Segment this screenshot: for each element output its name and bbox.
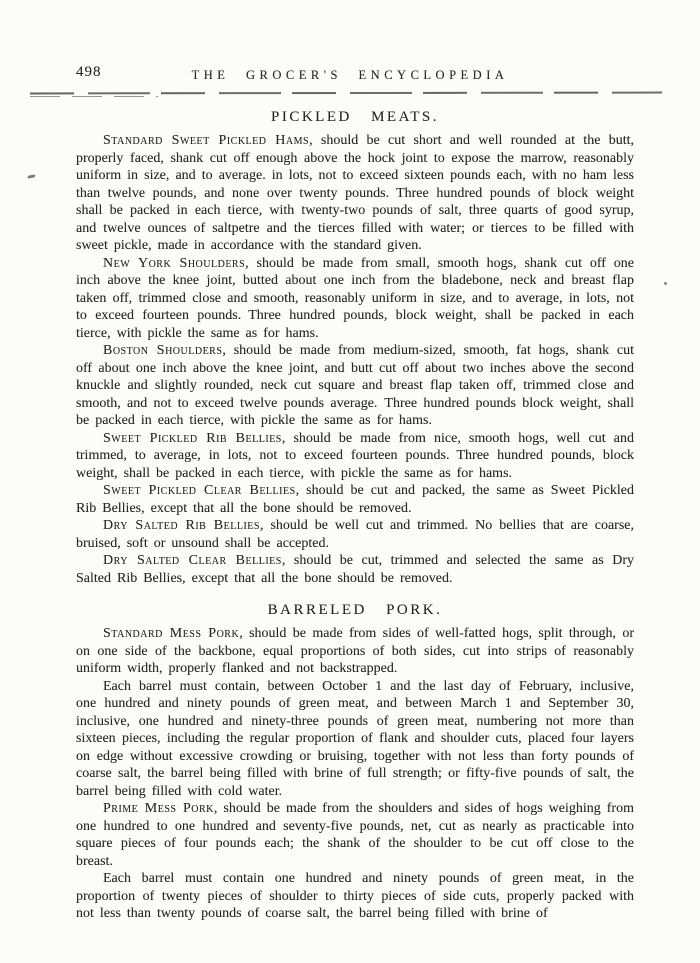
term-prime-mess-pork: Prime Mess Pork [103,801,214,816]
paragraph-each-barrel-green-meat [76,870,634,923]
running-title: THE GROCER'S ENCYCLOPEDIA [191,68,509,82]
paragraph-sweet-pickled-clear-bellies [76,482,634,517]
term-standard-mess-pork: Standard Mess Pork [103,626,240,641]
term-boston-shoulders: Boston Shoulders [103,343,223,358]
header-rule-fragment [30,96,158,97]
term-sweet-pickled-clear-bellies: Sweet Pickled Clear Bellies [103,483,296,498]
paragraph-text: Each barrel must contain one hundred and ninety pounds of green meat, in the proportion of twenty pieces of shoulder to thirty pieces of side cuts, properly packed with not less than twenty pounds of coarse salt, the barrel being filled with brine of [76,871,634,921]
paragraph-text: , should be made from sides of well-fatted hogs, split through, or on one side of the backbone, equal proportions of both sides, cut into strips of reasonably uniform width, properly flanked and not backstrapped. [76,626,634,676]
page-number: 498 [76,64,102,80]
paragraph-text: , should be made from small, smooth hogs, shank cut off one inch above the knee joint, butted about one inch from the bladebone, neck and breast flap taken off, trimmed close and smooth, reasonably uniform in size, and to average, in lots, not to exceed fourteen pounds. Three hundred pounds, block weight, shall be packed in each tierce, with pickle the same as for hams. [76,255,634,341]
paragraph-new-york-shoulders [76,255,634,343]
paragraph-text: , should be cut and packed, the same as Sweet Pickled Rib Bellies, except that all the bone should be removed. [76,483,634,516]
header-rule [30,92,662,95]
paragraph-standard-mess-pork [76,625,634,678]
paragraph-prime-mess-pork [76,800,634,870]
scan-artifact-dash [27,175,35,178]
scan-artifact-dot [664,282,667,285]
paragraph-each-barrel-winter [76,678,634,801]
paragraph-text: , should be made from medium-sized, smooth, fat hogs, shank cut off about one inch above the knee joint, and butt cut off about two inches above the second knuckle and slightly rounded, neck cut square and breast flap taken off, trimmed close and smooth, and not to exceed twelve pounds average. Three hundred pounds block weight, shall be packed in each tierce, with pickle the same as for hams. [76,343,634,428]
paragraph-sweet-pickled-rib-bellies [76,430,634,483]
page-body [76,109,634,923]
section-heading-barreled-pork: BARRELED PORK. [267,602,443,618]
paragraph-text: , should be cut, trimmed and selected the same as Dry Salted Rib Bellies, except that all the bone should be removed. [76,553,634,586]
paragraph-text: , should be well cut and trimmed. No bellies that are coarse, bruised, soft or unsound shall be accepted. [76,518,634,551]
section-heading-pickled-meats: PICKLED MEATS. [270,109,439,125]
paragraph-boston-shoulders [76,342,634,430]
paragraph-text: , should be made from nice, smooth hogs, well cut and trimmed, to average, in lots, not to exceed fourteen pounds. Three hundred pounds, block weight, shall be packed in each tierce, with pickle the same as for hams. [76,430,634,481]
term-dry-salted-clear-bellies: Dry Salted Clear Bellies [103,553,282,568]
paragraph-text: , should be cut short and well rounded at the butt, properly faced, shank cut off enough above the hock joint to expose the marrow, reasonably uniform in size, and to average. in lots, not to exceed sixteen pounds each, with no ham less than twelve pounds, and none over twenty pounds. Three hundred pounds of block weight shall be packed in each tierce, with twenty-two pounds of salt, three quarts of good syrup, and twelve ounces of saltpetre and the tierces filled with water; or tierces to be filled with sweet pickle, made in accordance with the standard given. [76,133,634,253]
term-standard-sweet-pickled-hams: Standard Sweet Pickled Hams [103,133,310,148]
term-sweet-pickled-rib-bellies: Sweet Pickled Rib Bellies [103,430,282,446]
term-new-york-shoulders: New York Shoulders [103,255,246,271]
paragraph-dry-salted-rib-bellies [76,517,634,552]
paragraph-standard-sweet-pickled-hams [76,132,634,255]
paragraph-text: , should be made from the shoulders and sides of hogs weighing from one hundred to one hundred and seventy-five pounds, net, cut as nearly as practicable into square pieces of four pounds each; the shank of the shoulder to be cut off close to the breast. [76,801,634,869]
paragraph-dry-salted-clear-bellies [76,552,634,587]
term-dry-salted-rib-bellies: Dry Salted Rib Bellies [103,518,260,533]
paragraph-text: Each barrel must contain, between October 1 and the last day of February, inclusive, one hundred and ninety pounds of green meat, and between March 1 and September 30, inclusive, one hundred and ninety-three pounds of green meat, numbering not more than sixteen pieces, including the regular proportion of flank and shoulder cuts, placed four layers on edge without excessive crowding or bruising, together with not less than forty pounds of coarse salt, the barrel being filled with brine of full strength; or fifty-five pounds of salt, the barrel being filled with cold water. [76,678,634,799]
